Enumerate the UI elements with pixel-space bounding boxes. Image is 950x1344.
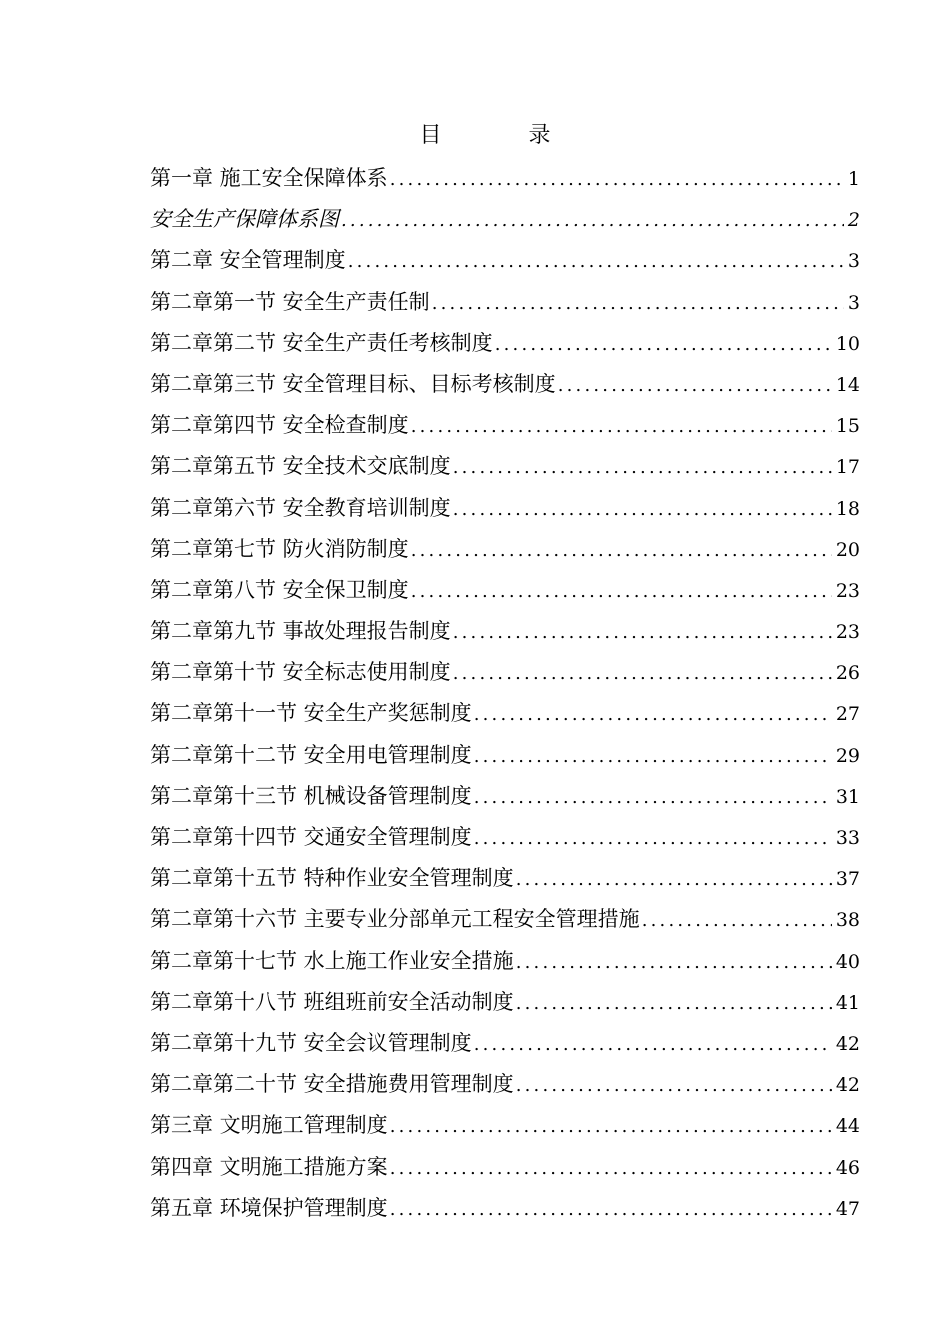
toc-page-number: 29 (835, 744, 860, 767)
toc-dot-leader (516, 983, 832, 1024)
toc-page-number: 17 (835, 456, 860, 479)
toc-entry[interactable] (150, 652, 860, 693)
toc-dot-leader (558, 365, 832, 406)
toc-dot-leader (516, 859, 832, 900)
toc-dot-leader (390, 1106, 832, 1147)
toc-page-number: 3 (847, 291, 860, 314)
toc-dot-leader (474, 777, 832, 818)
toc-entry[interactable] (150, 199, 860, 240)
toc-page-number: 46 (835, 1156, 860, 1179)
toc-dot-leader (390, 1148, 832, 1189)
toc-entry-title: 第二章第十三节 机械设备管理制度 (150, 783, 472, 808)
toc-page-number: 10 (835, 332, 860, 355)
toc-entry-title: 第二章第十二节 安全用电管理制度 (150, 742, 472, 767)
toc-entry-title: 第二章第八节 安全保卫制度 (150, 577, 409, 602)
toc-entry[interactable] (150, 1064, 860, 1105)
toc-page-number: 1 (847, 168, 860, 190)
toc-entry[interactable] (150, 488, 860, 529)
toc-entry-title: 第二章第七节 防火消防制度 (150, 536, 409, 561)
toc-page-number: 14 (835, 373, 860, 396)
toc-dot-leader (453, 612, 832, 653)
toc-page-number: 42 (835, 1074, 860, 1097)
toc-page-number: 44 (835, 1115, 860, 1138)
toc-entry-title: 第二章第四节 安全检查制度 (150, 413, 409, 438)
toc-dot-leader (411, 571, 832, 612)
toc-entry-title: 第二章第三节 安全管理目标、目标考核制度 (150, 371, 556, 396)
toc-page-number: 37 (835, 868, 860, 891)
toc-dot-leader (474, 818, 832, 859)
toc-dot-leader (390, 1189, 832, 1230)
toc-entry[interactable] (150, 776, 860, 817)
toc-entry-title: 第三章 文明施工管理制度 (150, 1113, 388, 1138)
toc-entry-title: 安全生产保障体系图 (150, 207, 339, 232)
toc-entry-title: 第二章第二节 安全生产责任考核制度 (150, 330, 493, 355)
toc-entry[interactable] (150, 982, 860, 1023)
toc-page-number: 33 (835, 827, 860, 849)
toc-entry[interactable] (150, 1188, 860, 1229)
toc-entry-title: 第一章 施工安全保障体系 (150, 166, 388, 190)
toc-dot-leader (411, 530, 832, 571)
toc-entry[interactable] (150, 858, 860, 899)
toc-dot-leader (495, 324, 832, 365)
toc-entry-title: 第二章第十一节 安全生产奖惩制度 (150, 701, 472, 726)
toc-dot-leader (474, 694, 832, 735)
toc-page-number: 26 (835, 662, 860, 685)
toc-page-number: 31 (835, 785, 860, 808)
toc-page-number: 40 (835, 950, 860, 973)
toc-page-number: 38 (835, 909, 860, 932)
toc-entry[interactable] (150, 1023, 860, 1064)
toc-entry-title: 第四章 文明施工措施方案 (150, 1154, 388, 1179)
toc-entry-title: 第五章 环境保护管理制度 (150, 1195, 388, 1220)
toc-title: 目 录 (419, 123, 591, 148)
toc-entry[interactable] (150, 611, 860, 652)
toc-entry[interactable] (150, 735, 860, 776)
toc-entry[interactable] (150, 323, 860, 364)
toc-page-number: 3 (847, 250, 860, 273)
toc-entry-title: 第二章第十九节 安全会议管理制度 (150, 1030, 472, 1055)
toc-entry[interactable] (150, 693, 860, 734)
toc-dot-leader (390, 159, 844, 200)
toc-entry-title: 第二章第十四节 交通安全管理制度 (150, 825, 472, 849)
toc-entry[interactable] (150, 240, 860, 281)
toc-page-number: 15 (835, 415, 860, 438)
toc-dot-leader (348, 241, 844, 282)
toc-page-number: 18 (835, 497, 860, 520)
toc-entry[interactable] (150, 158, 860, 199)
toc-page-number: 2 (847, 209, 860, 232)
toc-page-number: 20 (835, 538, 860, 561)
toc-entry[interactable] (150, 570, 860, 611)
toc-page-number: 23 (835, 621, 860, 644)
toc-dot-leader (516, 942, 832, 983)
toc-page-number: 27 (835, 703, 860, 726)
toc-entry-title: 第二章第十七节 水上施工作业安全措施 (150, 948, 514, 973)
toc-entry[interactable] (150, 817, 860, 858)
toc-entry[interactable] (150, 446, 860, 487)
toc-entry[interactable] (150, 941, 860, 982)
toc-list (150, 158, 860, 1229)
toc-dot-leader (411, 406, 832, 447)
toc-page-number: 47 (835, 1197, 860, 1220)
toc-page-number: 41 (835, 991, 860, 1014)
toc-dot-leader (642, 900, 832, 941)
toc-dot-leader (432, 283, 844, 324)
toc-dot-leader (453, 489, 832, 530)
toc-entry-title: 第二章第十五节 特种作业安全管理制度 (150, 866, 514, 891)
toc-dot-leader (474, 1024, 832, 1065)
toc-entry[interactable] (150, 1147, 860, 1188)
toc-entry-title: 第二章第六节 安全教育培训制度 (150, 495, 451, 520)
toc-dot-leader (341, 200, 844, 241)
toc-dot-leader (516, 1065, 832, 1106)
toc-entry-title: 第二章第十六节 主要专业分部单元工程安全管理措施 (150, 907, 640, 932)
toc-entry[interactable] (150, 1105, 860, 1146)
toc-dot-leader (474, 736, 832, 777)
toc-entry[interactable] (150, 899, 860, 940)
toc-dot-leader (453, 447, 832, 488)
toc-entry-title: 第二章第一节 安全生产责任制 (150, 289, 430, 314)
toc-entry-title: 第二章第十节 安全标志使用制度 (150, 660, 451, 685)
toc-entry[interactable] (150, 282, 860, 323)
toc-page-number: 23 (835, 579, 860, 602)
toc-dot-leader (453, 653, 832, 694)
toc-entry[interactable] (150, 529, 860, 570)
toc-entry-title: 第二章第九节 事故处理报告制度 (150, 619, 451, 644)
toc-entry-title: 第二章第二十节 安全措施费用管理制度 (150, 1072, 514, 1097)
toc-entry-title: 第二章 安全管理制度 (150, 248, 346, 273)
toc-entry-title: 第二章第十八节 班组班前安全活动制度 (150, 989, 514, 1014)
toc-entry[interactable] (150, 364, 860, 405)
toc-page-number: 42 (835, 1032, 860, 1055)
toc-entry-title: 第二章第五节 安全技术交底制度 (150, 454, 451, 479)
toc-entry[interactable] (150, 405, 860, 446)
